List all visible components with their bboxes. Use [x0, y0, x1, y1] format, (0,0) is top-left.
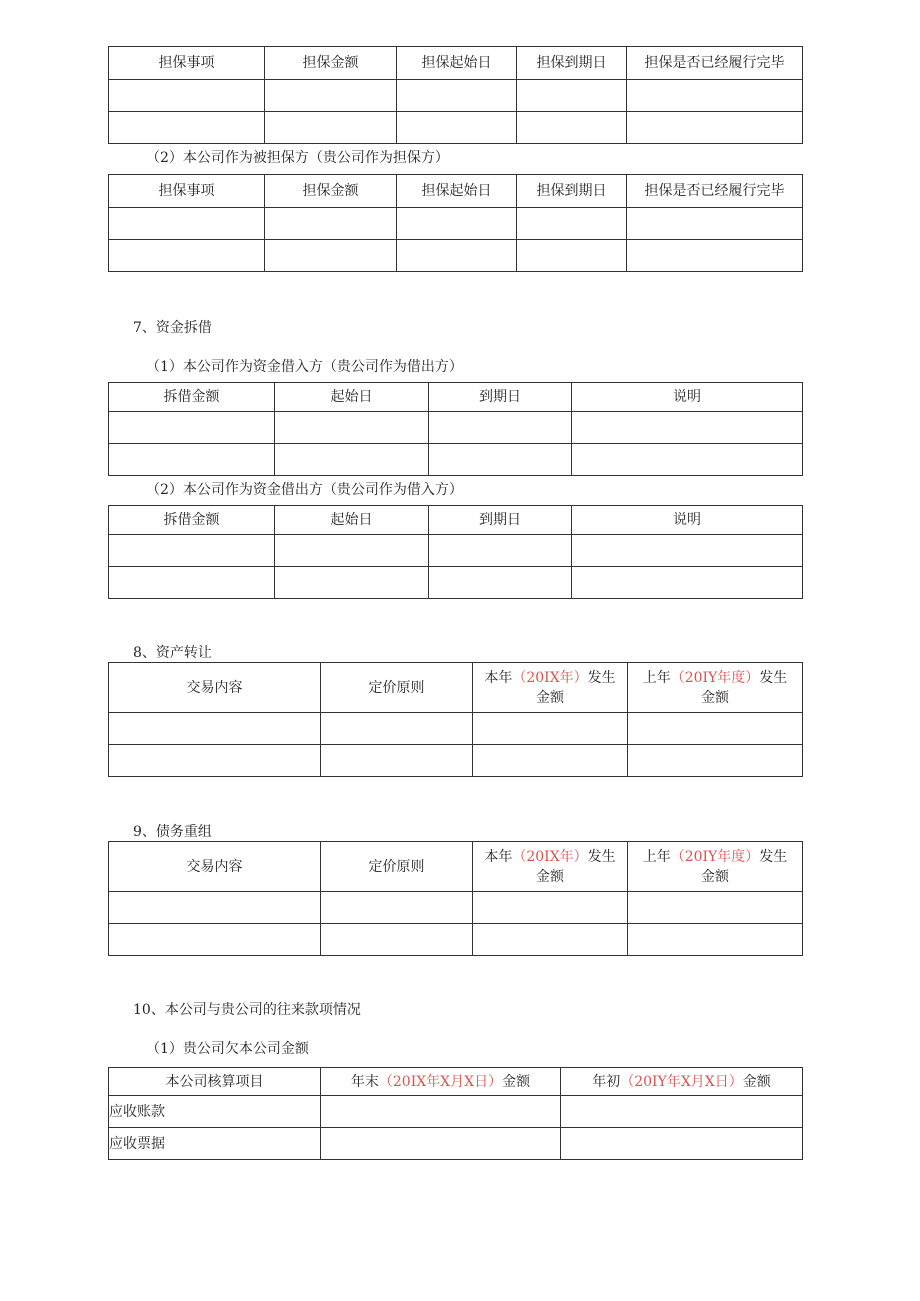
table-cell[interactable] [397, 208, 517, 240]
table-cell[interactable] [109, 80, 265, 112]
table-cell[interactable] [321, 745, 473, 777]
header-loan-amount: 拆借金额 [109, 506, 275, 535]
header-guarantee-fulfilled: 担保是否已经履行完毕 [627, 175, 803, 208]
header-loan-amount: 拆借金额 [109, 383, 275, 412]
row-label-accounts-receivable: 应收账款 [109, 1096, 321, 1128]
header-loan-end: 到期日 [429, 383, 572, 412]
table-cell[interactable] [109, 567, 275, 599]
table-cell[interactable] [627, 80, 803, 112]
table-cell[interactable] [109, 713, 321, 745]
header-text: 金额 [701, 689, 729, 706]
table-row [109, 713, 803, 745]
table-cell[interactable] [321, 713, 473, 745]
table-cell[interactable] [429, 444, 572, 476]
row-label-notes-receivable: 应收票据 [109, 1128, 321, 1160]
header-guarantee-item: 担保事项 [109, 47, 265, 80]
header-text: 金额 [536, 689, 564, 706]
year-placeholder: （20IY年度） [670, 669, 760, 686]
receivables-table [108, 1067, 803, 1160]
header-guarantee-amount: 担保金额 [265, 175, 397, 208]
section7-title: 7、资金拆借 [133, 320, 212, 336]
header-prior-year-amount [628, 842, 803, 892]
header-text: 金额 [536, 868, 564, 885]
table-cell[interactable] [397, 112, 517, 144]
table-cell[interactable] [473, 892, 628, 924]
table-row [109, 535, 803, 567]
table-cell[interactable] [561, 1096, 803, 1128]
header-text: 年末 [350, 1073, 379, 1090]
table-row [109, 444, 803, 476]
table-cell[interactable] [397, 240, 517, 272]
table-cell[interactable] [627, 112, 803, 144]
table-cell[interactable] [628, 892, 803, 924]
header-guarantee-start: 担保起始日 [397, 47, 517, 80]
table-cell[interactable] [473, 924, 628, 956]
header-text: 发生 [587, 669, 616, 686]
year-placeholder: （20IX年） [512, 848, 588, 865]
header-pricing: 定价原则 [321, 663, 473, 713]
table-row [109, 1128, 803, 1160]
header-year-end-amount [321, 1068, 561, 1096]
table-row [109, 112, 803, 144]
header-guarantee-item: 担保事项 [109, 175, 265, 208]
header-guarantee-end: 担保到期日 [517, 175, 627, 208]
table-cell[interactable] [517, 80, 627, 112]
header-text: 金额 [701, 868, 729, 885]
table-cell[interactable] [628, 745, 803, 777]
table-cell[interactable] [275, 412, 429, 444]
section10-title: 10、本公司与贵公司的往来款项情况 [133, 1002, 361, 1018]
table-cell[interactable] [572, 412, 803, 444]
table-cell[interactable] [275, 567, 429, 599]
header-loan-start: 起始日 [275, 383, 429, 412]
header-text: 发生 [759, 848, 788, 865]
header-text: 本年 [484, 848, 513, 865]
table-cell[interactable] [109, 208, 265, 240]
header-text: 上年 [642, 669, 671, 686]
table-cell[interactable] [321, 892, 473, 924]
date-placeholder: （20IY年X月X日） [620, 1073, 743, 1090]
section10-sub1-label: （1）贵公司欠本公司金额 [146, 1041, 309, 1057]
table-cell[interactable] [109, 412, 275, 444]
table-cell[interactable] [265, 80, 397, 112]
guarantee-table-1 [108, 46, 803, 144]
table-cell[interactable] [473, 745, 628, 777]
table-cell[interactable] [265, 208, 397, 240]
header-loan-note: 说明 [572, 506, 803, 535]
header-accounting-item: 本公司核算项目 [109, 1068, 321, 1096]
header-text: 金额 [742, 1073, 771, 1090]
table-row [109, 745, 803, 777]
table-cell[interactable] [109, 240, 265, 272]
table-row [109, 1096, 803, 1128]
header-text: 金额 [502, 1073, 531, 1090]
date-placeholder: （20IX年X月X日） [378, 1073, 503, 1090]
table-cell[interactable] [517, 112, 627, 144]
header-current-year-amount [473, 842, 628, 892]
table-cell[interactable] [321, 1128, 561, 1160]
table-cell[interactable] [572, 535, 803, 567]
header-text: 发生 [759, 669, 788, 686]
header-text: 年初 [592, 1073, 621, 1090]
table-row [109, 567, 803, 599]
header-year-start-amount [561, 1068, 803, 1096]
header-transaction: 交易内容 [109, 663, 321, 713]
guarantee-sub2-label: （2）本公司作为被担保方（贵公司作为担保方） [146, 150, 449, 166]
table-cell[interactable] [109, 745, 321, 777]
header-text: 本年 [484, 669, 513, 686]
table-cell[interactable] [517, 240, 627, 272]
table-cell[interactable] [109, 112, 265, 144]
table-cell[interactable] [517, 208, 627, 240]
header-guarantee-start: 担保起始日 [397, 175, 517, 208]
table-cell[interactable] [109, 444, 275, 476]
header-loan-end: 到期日 [429, 506, 572, 535]
table-cell[interactable] [572, 567, 803, 599]
header-guarantee-amount: 担保金额 [265, 47, 397, 80]
header-current-year-amount [473, 663, 628, 713]
table-cell[interactable] [397, 80, 517, 112]
table-row [109, 80, 803, 112]
table-cell[interactable] [275, 444, 429, 476]
table-cell[interactable] [429, 567, 572, 599]
section8-title: 8、资产转让 [133, 645, 212, 661]
table-cell[interactable] [429, 535, 572, 567]
table-cell[interactable] [275, 535, 429, 567]
loan-table-1 [108, 382, 803, 476]
table-row [109, 412, 803, 444]
table-row [109, 240, 803, 272]
table-cell[interactable] [627, 240, 803, 272]
asset-transfer-table [108, 662, 803, 777]
table-cell[interactable] [109, 924, 321, 956]
table-cell[interactable] [627, 208, 803, 240]
section7-sub2-label: （2）本公司作为资金借出方（贵公司作为借入方） [146, 482, 463, 498]
year-placeholder: （20IY年度） [670, 848, 760, 865]
loan-table-2 [108, 505, 803, 599]
debt-restructuring-table [108, 841, 803, 956]
table-cell[interactable] [265, 240, 397, 272]
header-guarantee-fulfilled: 担保是否已经履行完毕 [627, 47, 803, 80]
header-guarantee-end: 担保到期日 [517, 47, 627, 80]
table-cell[interactable] [321, 1096, 561, 1128]
table-cell[interactable] [321, 924, 473, 956]
table-cell[interactable] [628, 713, 803, 745]
header-prior-year-amount [628, 663, 803, 713]
header-text: 发生 [587, 848, 616, 865]
table-row [109, 892, 803, 924]
header-pricing: 定价原则 [321, 842, 473, 892]
table-row [109, 924, 803, 956]
table-cell[interactable] [628, 924, 803, 956]
table-cell[interactable] [572, 444, 803, 476]
year-placeholder: （20IX年） [512, 669, 588, 686]
guarantee-table-2 [108, 174, 803, 272]
header-loan-start: 起始日 [275, 506, 429, 535]
table-cell[interactable] [429, 412, 572, 444]
header-text: 上年 [642, 848, 671, 865]
section7-sub1-label: （1）本公司作为资金借入方（贵公司作为借出方） [146, 359, 463, 375]
table-cell[interactable] [265, 112, 397, 144]
table-cell[interactable] [109, 535, 275, 567]
section9-title: 9、债务重组 [133, 824, 212, 840]
header-transaction: 交易内容 [109, 842, 321, 892]
header-loan-note: 说明 [572, 383, 803, 412]
table-cell[interactable] [473, 713, 628, 745]
table-row [109, 208, 803, 240]
table-cell[interactable] [109, 892, 321, 924]
table-cell[interactable] [561, 1128, 803, 1160]
